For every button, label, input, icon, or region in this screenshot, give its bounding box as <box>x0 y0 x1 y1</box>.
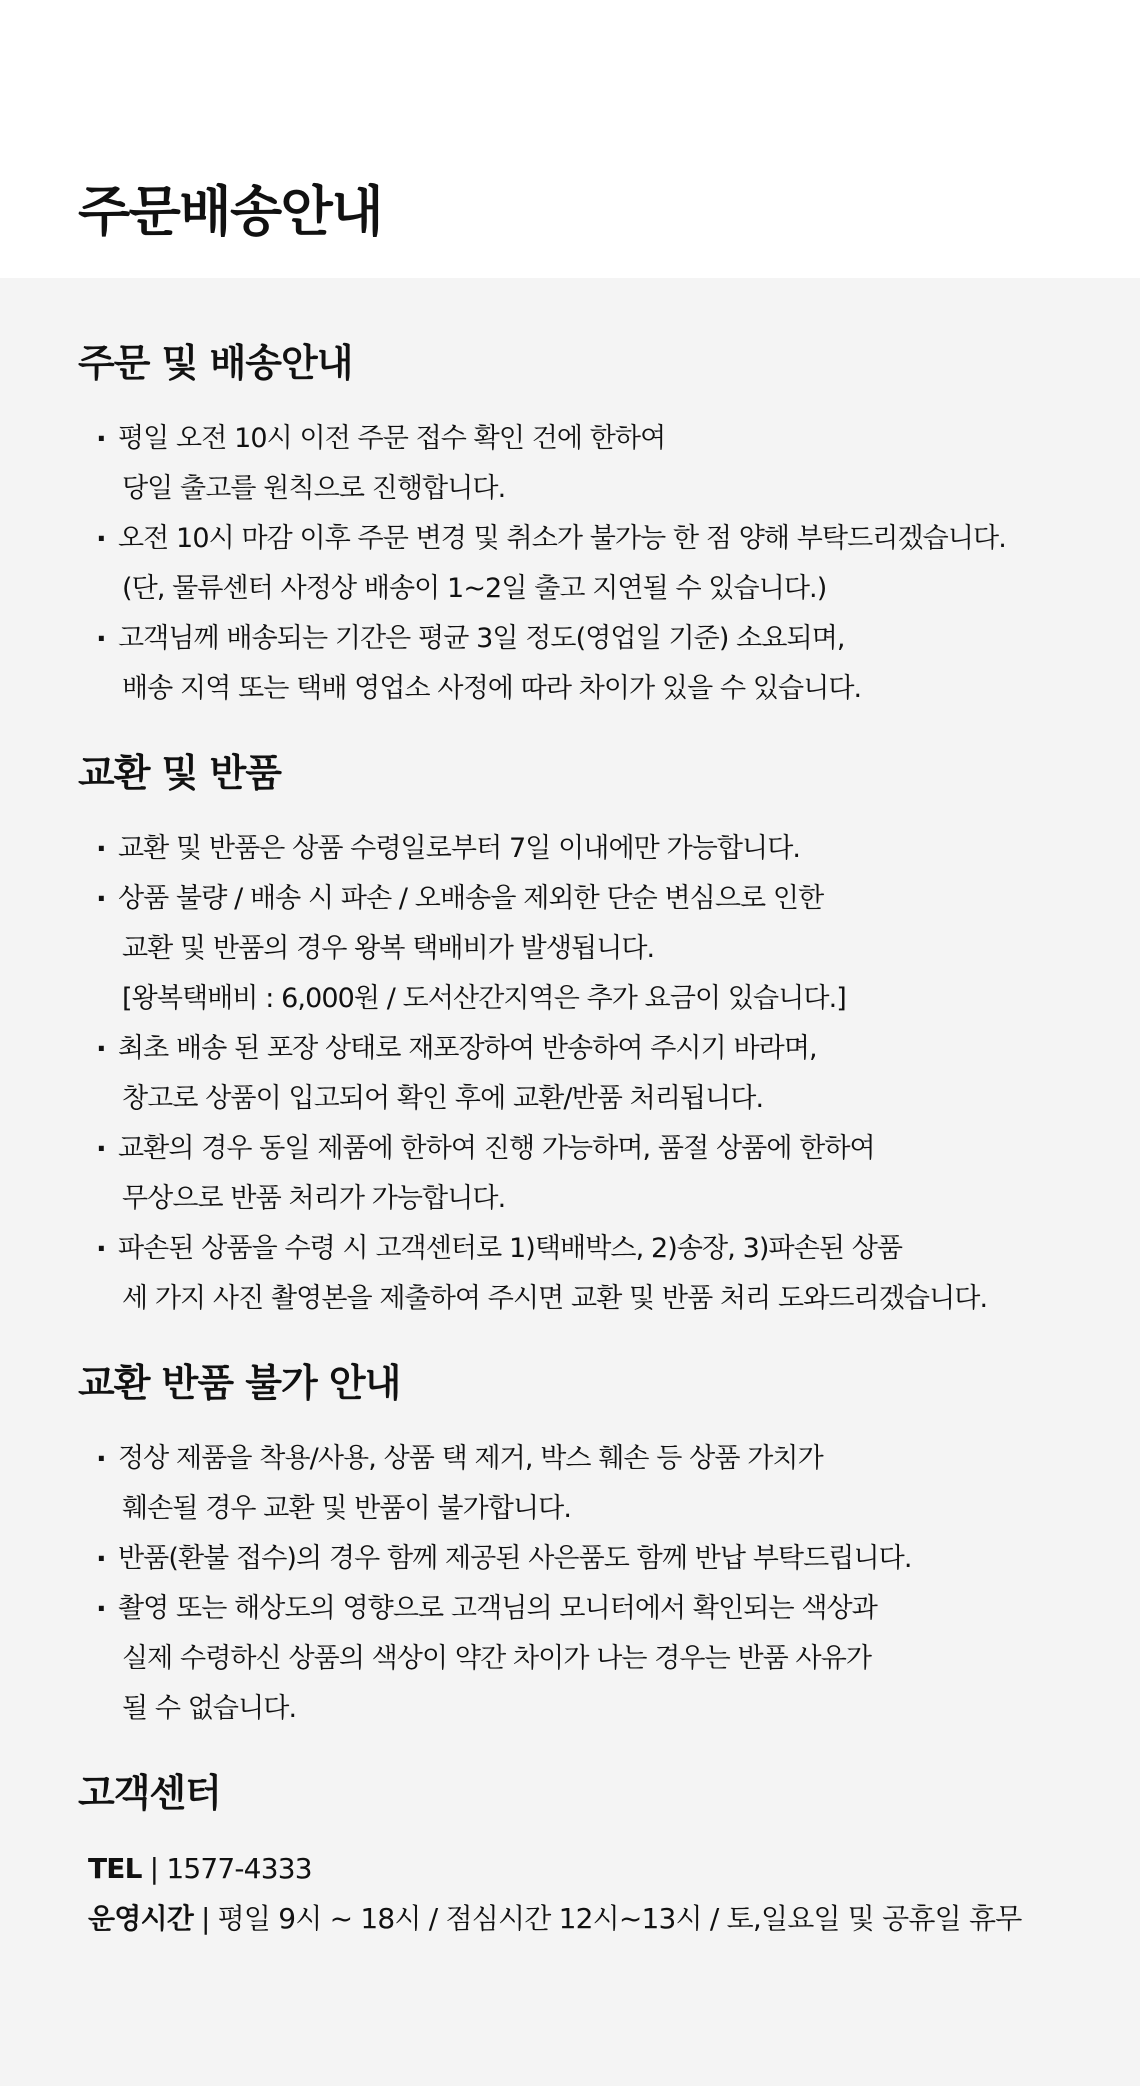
item-line: [왕복택배비 : 6,000원 / 도서산간지역은 추가 요금이 있습니다.] <box>122 983 846 1014</box>
bullet-list <box>78 1434 1080 1734</box>
list-item <box>96 414 1080 514</box>
item-line: 당일 출고를 원칙으로 진행합니다. <box>122 473 506 504</box>
section-order-shipping <box>78 338 1080 714</box>
item-line: · 오전 10시 마감 이후 주문 변경 및 취소가 불가능 한 점 양해 부탁드리겠습니다. <box>118 523 1006 554</box>
list-item <box>96 1224 1080 1324</box>
item-line: (단, 물류센터 사정상 배송이 1~2일 출고 지연될 수 있습니다.) <box>122 573 827 604</box>
section-no-return <box>78 1358 1080 1734</box>
item-line: · 최초 배송 된 포장 상태로 재포장하여 반송하여 주시기 바라며, <box>118 1033 817 1064</box>
item-line: 훼손될 경우 교환 및 반품이 불가합니다. <box>122 1493 572 1524</box>
tel-row <box>88 1844 1080 1894</box>
section-title: 주문 및 배송안내 <box>78 341 353 385</box>
item-line: 될 수 없습니다. <box>122 1693 297 1724</box>
hours-value: 평일 9시 ~ 18시 / 점심시간 12시~13시 / 토,일요일 및 공휴일 휴무 <box>217 1902 1022 1935</box>
section-title: 교환 및 반품 <box>78 751 281 795</box>
item-line: · 파손된 상품을 수령 시 고객센터로 1)택배박스, 2)송장, 3)파손된 상품 <box>118 1233 903 1264</box>
list-item <box>96 514 1080 614</box>
item-line: 배송 지역 또는 택배 영업소 사정에 따라 차이가 있을 수 있습니다. <box>122 673 862 704</box>
item-line: · 반품(환불 접수)의 경우 함께 제공된 사은품도 함께 반납 부탁드립니다. <box>118 1543 912 1574</box>
item-line: · 정상 제품을 착용/사용, 상품 택 제거, 박스 훼손 등 상품 가치가 <box>118 1443 823 1474</box>
item-line: · 고객님께 배송되는 기간은 평균 3일 정도(영업일 기준) 소요되며, <box>118 623 845 654</box>
list-item <box>96 1434 1080 1534</box>
content-area <box>0 278 1140 1944</box>
item-line: 교환 및 반품의 경우 왕복 택배비가 발생됩니다. <box>122 933 655 964</box>
item-line: 창고로 상품이 입고되어 확인 후에 교환/반품 처리됩니다. <box>122 1083 764 1114</box>
item-line: 세 가지 사진 촬영본을 제출하여 주시면 교환 및 반품 처리 도와드리겠습니다. <box>122 1283 988 1314</box>
section-customer-center <box>78 1768 1080 1944</box>
item-line: · 교환의 경우 동일 제품에 한하여 진행 가능하며, 품절 상품에 한하여 <box>118 1133 875 1164</box>
list-item <box>96 874 1080 1024</box>
item-line: 실제 수령하신 상품의 색상이 약간 차이가 나는 경우는 반품 사유가 <box>122 1643 872 1674</box>
item-line: · 교환 및 반품은 상품 수령일로부터 7일 이내에만 가능합니다. <box>118 833 801 864</box>
page-header <box>0 0 1140 278</box>
tel-label: TEL <box>88 1852 142 1885</box>
bullet-list <box>78 824 1080 1324</box>
item-line: 무상으로 반품 처리가 가능합니다. <box>122 1183 506 1214</box>
item-line: · 촬영 또는 해상도의 영향으로 고객님의 모니터에서 확인되는 색상과 <box>118 1593 877 1624</box>
section-title: 고객센터 <box>78 1771 221 1815</box>
list-item <box>96 614 1080 714</box>
list-item <box>96 1124 1080 1224</box>
hours-row <box>88 1894 1080 1944</box>
bullet-list <box>78 414 1080 714</box>
list-item <box>96 1584 1080 1734</box>
list-item <box>96 1534 1080 1584</box>
page-title: 주문배송안내 <box>78 180 382 243</box>
contact-info <box>78 1844 1080 1944</box>
item-line: · 상품 불량 / 배송 시 파손 / 오배송을 제외한 단순 변심으로 인한 <box>118 883 824 914</box>
list-item <box>96 1024 1080 1124</box>
list-item <box>96 824 1080 874</box>
separator: | <box>149 1852 159 1885</box>
section-exchange-return <box>78 748 1080 1324</box>
tel-value: 1577-4333 <box>166 1852 312 1885</box>
item-line: · 평일 오전 10시 이전 주문 접수 확인 건에 한하여 <box>118 423 666 454</box>
separator: | <box>201 1902 210 1935</box>
section-title: 교환 반품 불가 안내 <box>78 1361 401 1405</box>
hours-label: 운영시간 <box>88 1902 193 1935</box>
